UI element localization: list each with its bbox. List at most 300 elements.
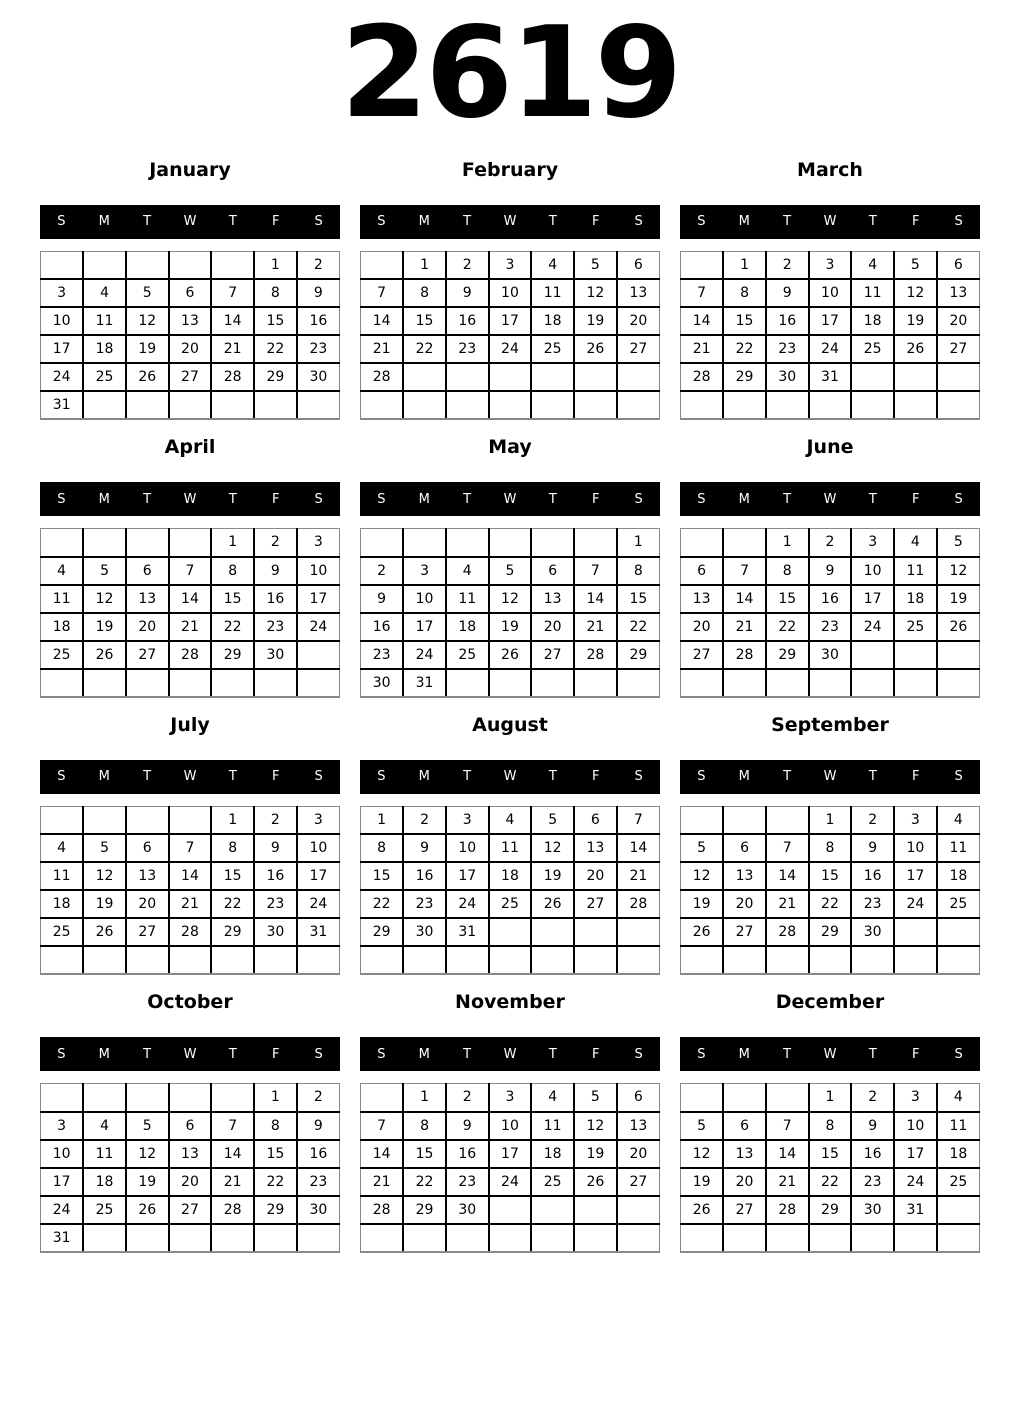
day-cell: 29 — [809, 918, 852, 946]
week-row — [681, 918, 980, 946]
day-cell: 11 — [489, 834, 532, 862]
day-cell: 2 — [809, 529, 852, 557]
day-cell: 26 — [489, 641, 532, 669]
month-july — [40, 714, 340, 976]
empty-day-cell — [446, 669, 489, 697]
empty-day-cell — [489, 529, 532, 557]
day-cell: 3 — [41, 279, 84, 307]
day-cell: 6 — [937, 251, 980, 279]
week-row — [41, 1140, 340, 1168]
day-cell: 22 — [809, 1168, 852, 1196]
weekday-label: F — [271, 491, 280, 507]
empty-day-cell — [681, 669, 724, 697]
day-cell: 28 — [574, 641, 617, 669]
day-cell: 27 — [937, 335, 980, 363]
day-cell: 28 — [723, 641, 766, 669]
empty-day-cell — [403, 1224, 446, 1252]
month-day-grid — [680, 806, 980, 976]
day-cell: 16 — [851, 862, 894, 890]
empty-day-cell — [766, 1224, 809, 1252]
day-cell: 21 — [766, 1168, 809, 1196]
empty-day-cell — [617, 1196, 660, 1224]
day-cell: 13 — [126, 585, 169, 613]
day-cell: 24 — [297, 890, 340, 918]
day-cell: 14 — [574, 585, 617, 613]
week-row — [681, 641, 980, 669]
weekday-label: W — [503, 214, 517, 230]
empty-day-cell — [126, 1084, 169, 1112]
day-cell: 23 — [446, 335, 489, 363]
empty-day-cell — [211, 669, 254, 697]
day-cell: 28 — [169, 641, 212, 669]
empty-day-cell — [169, 669, 212, 697]
weekday-label: F — [911, 491, 920, 507]
day-cell: 3 — [894, 806, 937, 834]
empty-day-cell — [766, 806, 809, 834]
month-day-grid — [680, 528, 980, 698]
day-cell: 16 — [361, 613, 404, 641]
month-april — [40, 436, 340, 698]
empty-day-cell — [809, 669, 852, 697]
empty-day-cell — [766, 391, 809, 419]
day-cell: 18 — [531, 1140, 574, 1168]
empty-day-cell — [361, 529, 404, 557]
day-cell: 27 — [169, 363, 212, 391]
day-cell: 5 — [937, 529, 980, 557]
month-title: August — [472, 713, 548, 736]
week-row — [361, 918, 660, 946]
day-cell: 9 — [297, 279, 340, 307]
day-cell: 14 — [211, 307, 254, 335]
week-row — [361, 251, 660, 279]
week-row — [361, 834, 660, 862]
empty-day-cell — [574, 918, 617, 946]
month-title: June — [806, 436, 854, 459]
day-cell: 31 — [41, 391, 84, 419]
week-row — [681, 1140, 980, 1168]
day-cell: 3 — [41, 1112, 84, 1140]
day-cell: 8 — [809, 834, 852, 862]
day-cell: 3 — [297, 806, 340, 834]
day-cell: 4 — [531, 251, 574, 279]
day-cell: 7 — [617, 806, 660, 834]
week-row — [41, 890, 340, 918]
day-cell: 16 — [254, 585, 297, 613]
weekday-label: W — [183, 214, 197, 230]
day-cell: 21 — [723, 613, 766, 641]
week-row — [681, 1196, 980, 1224]
month-day-grid — [40, 251, 340, 421]
day-cell: 18 — [446, 613, 489, 641]
day-cell: 3 — [446, 806, 489, 834]
day-cell: 19 — [83, 890, 126, 918]
weekday-header-row — [680, 1037, 980, 1071]
empty-day-cell — [361, 1084, 404, 1112]
day-cell: 22 — [809, 890, 852, 918]
empty-day-cell — [937, 918, 980, 946]
month-june — [680, 436, 980, 698]
day-cell: 30 — [446, 1196, 489, 1224]
empty-day-cell — [169, 946, 212, 974]
week-row — [41, 1112, 340, 1140]
day-cell: 19 — [489, 613, 532, 641]
week-row — [361, 1140, 660, 1168]
weekday-label: W — [823, 491, 837, 507]
day-cell: 16 — [403, 862, 446, 890]
weekday-label: T — [868, 491, 877, 507]
day-cell: 13 — [681, 585, 724, 613]
day-cell: 4 — [531, 1084, 574, 1112]
day-cell: 9 — [403, 834, 446, 862]
day-cell: 29 — [361, 918, 404, 946]
weekday-label: S — [57, 214, 66, 230]
day-cell: 17 — [894, 1140, 937, 1168]
week-row — [41, 363, 340, 391]
day-cell: 11 — [83, 307, 126, 335]
empty-day-cell — [446, 1224, 489, 1252]
day-cell: 10 — [851, 557, 894, 585]
day-cell: 12 — [83, 585, 126, 613]
day-cell: 1 — [617, 529, 660, 557]
day-cell: 6 — [574, 806, 617, 834]
week-row — [41, 669, 340, 697]
day-cell: 21 — [169, 613, 212, 641]
empty-day-cell — [126, 806, 169, 834]
day-cell: 11 — [41, 862, 84, 890]
empty-day-cell — [809, 946, 852, 974]
day-cell: 16 — [851, 1140, 894, 1168]
day-cell: 7 — [211, 1112, 254, 1140]
empty-day-cell — [531, 363, 574, 391]
month-day-grid — [360, 251, 660, 421]
day-cell: 13 — [617, 279, 660, 307]
weekday-label: M — [418, 769, 430, 785]
day-cell: 17 — [297, 585, 340, 613]
weekday-header-row — [360, 760, 660, 794]
day-cell: 11 — [41, 585, 84, 613]
day-cell: 7 — [169, 834, 212, 862]
day-cell: 6 — [169, 279, 212, 307]
weekday-header-row — [360, 205, 660, 239]
empty-day-cell — [361, 391, 404, 419]
day-cell: 29 — [211, 918, 254, 946]
day-cell: 13 — [617, 1112, 660, 1140]
empty-day-cell — [851, 946, 894, 974]
week-row — [41, 307, 340, 335]
day-cell: 18 — [83, 1168, 126, 1196]
empty-day-cell — [894, 363, 937, 391]
empty-day-cell — [254, 946, 297, 974]
empty-day-cell — [851, 641, 894, 669]
empty-day-cell — [254, 669, 297, 697]
day-cell: 17 — [41, 335, 84, 363]
empty-day-cell — [894, 391, 937, 419]
empty-day-cell — [617, 363, 660, 391]
week-row — [681, 391, 980, 419]
empty-day-cell — [126, 1224, 169, 1252]
empty-day-cell — [446, 391, 489, 419]
empty-day-cell — [681, 251, 724, 279]
week-row — [41, 1084, 340, 1112]
weekday-label: T — [463, 491, 472, 507]
month-day-grid — [360, 806, 660, 976]
day-cell: 19 — [681, 890, 724, 918]
empty-day-cell — [361, 1224, 404, 1252]
weekday-label: M — [98, 769, 110, 785]
day-cell: 23 — [851, 890, 894, 918]
empty-day-cell — [531, 529, 574, 557]
day-cell: 10 — [809, 279, 852, 307]
day-cell: 7 — [361, 279, 404, 307]
day-cell: 5 — [83, 557, 126, 585]
day-cell: 8 — [809, 1112, 852, 1140]
day-cell: 11 — [937, 834, 980, 862]
weekday-label: W — [183, 769, 197, 785]
day-cell: 16 — [254, 862, 297, 890]
empty-day-cell — [41, 251, 84, 279]
day-cell: 30 — [809, 641, 852, 669]
month-march — [680, 159, 980, 421]
day-cell: 30 — [254, 918, 297, 946]
empty-day-cell — [937, 641, 980, 669]
week-row — [41, 585, 340, 613]
day-cell: 10 — [41, 1140, 84, 1168]
day-cell: 5 — [681, 834, 724, 862]
day-cell: 20 — [126, 890, 169, 918]
week-row — [681, 1112, 980, 1140]
day-cell: 30 — [766, 363, 809, 391]
empty-day-cell — [41, 806, 84, 834]
empty-day-cell — [403, 363, 446, 391]
day-cell: 3 — [489, 251, 532, 279]
day-cell: 25 — [41, 641, 84, 669]
day-cell: 7 — [361, 1112, 404, 1140]
day-cell: 15 — [766, 585, 809, 613]
weekday-label: T — [228, 769, 237, 785]
day-cell: 30 — [297, 1196, 340, 1224]
day-cell: 28 — [211, 1196, 254, 1224]
day-cell: 29 — [617, 641, 660, 669]
month-may — [360, 436, 660, 698]
month-day-grid — [40, 806, 340, 976]
day-cell: 31 — [894, 1196, 937, 1224]
day-cell: 11 — [894, 557, 937, 585]
day-cell: 1 — [254, 1084, 297, 1112]
empty-day-cell — [83, 1224, 126, 1252]
empty-day-cell — [211, 946, 254, 974]
day-cell: 2 — [446, 1084, 489, 1112]
weekday-label: S — [954, 1046, 963, 1062]
day-cell: 19 — [681, 1168, 724, 1196]
day-cell: 4 — [83, 1112, 126, 1140]
week-row — [41, 806, 340, 834]
week-row — [361, 1084, 660, 1112]
empty-day-cell — [254, 391, 297, 419]
day-cell: 24 — [851, 613, 894, 641]
weekday-label: S — [634, 491, 643, 507]
day-cell: 3 — [894, 1084, 937, 1112]
empty-day-cell — [169, 1084, 212, 1112]
empty-day-cell — [126, 391, 169, 419]
empty-day-cell — [617, 918, 660, 946]
day-cell: 20 — [937, 307, 980, 335]
empty-day-cell — [83, 946, 126, 974]
weekday-label: S — [314, 1046, 323, 1062]
weekday-label: S — [634, 1046, 643, 1062]
day-cell: 22 — [361, 890, 404, 918]
week-row — [41, 1168, 340, 1196]
empty-day-cell — [297, 1224, 340, 1252]
day-cell: 15 — [403, 307, 446, 335]
day-cell: 14 — [169, 862, 212, 890]
empty-day-cell — [574, 529, 617, 557]
day-cell: 4 — [851, 251, 894, 279]
day-cell: 13 — [531, 585, 574, 613]
day-cell: 13 — [126, 862, 169, 890]
day-cell: 20 — [169, 1168, 212, 1196]
day-cell: 29 — [211, 641, 254, 669]
day-cell: 9 — [446, 1112, 489, 1140]
day-cell: 17 — [489, 307, 532, 335]
day-cell: 2 — [297, 251, 340, 279]
day-cell: 6 — [531, 557, 574, 585]
day-cell: 25 — [531, 1168, 574, 1196]
month-day-grid — [360, 1083, 660, 1253]
day-cell: 13 — [169, 1140, 212, 1168]
day-cell: 25 — [937, 890, 980, 918]
day-cell: 7 — [766, 1112, 809, 1140]
day-cell: 24 — [297, 613, 340, 641]
empty-day-cell — [617, 669, 660, 697]
day-cell: 27 — [617, 335, 660, 363]
day-cell: 25 — [937, 1168, 980, 1196]
weekday-label: T — [463, 214, 472, 230]
day-cell: 10 — [403, 585, 446, 613]
weekday-label: T — [783, 491, 792, 507]
day-cell: 19 — [937, 585, 980, 613]
day-cell: 26 — [531, 890, 574, 918]
day-cell: 5 — [126, 279, 169, 307]
empty-day-cell — [681, 946, 724, 974]
day-cell: 1 — [403, 251, 446, 279]
month-title: February — [461, 158, 559, 181]
day-cell: 26 — [574, 335, 617, 363]
day-cell: 31 — [446, 918, 489, 946]
empty-day-cell — [894, 918, 937, 946]
week-row — [361, 335, 660, 363]
empty-day-cell — [169, 251, 212, 279]
week-row — [681, 557, 980, 585]
weekday-label: S — [314, 769, 323, 785]
empty-day-cell — [574, 1224, 617, 1252]
day-cell: 14 — [766, 862, 809, 890]
empty-day-cell — [297, 669, 340, 697]
week-row — [681, 890, 980, 918]
empty-day-cell — [446, 946, 489, 974]
week-row — [361, 529, 660, 557]
month-december — [680, 991, 980, 1253]
weekday-label: T — [868, 1046, 877, 1062]
day-cell: 19 — [574, 1140, 617, 1168]
week-row — [41, 557, 340, 585]
week-row — [41, 529, 340, 557]
day-cell: 24 — [809, 335, 852, 363]
weekday-label: F — [591, 769, 600, 785]
day-cell: 4 — [83, 279, 126, 307]
weekday-label: S — [314, 214, 323, 230]
week-row — [41, 834, 340, 862]
day-cell: 21 — [211, 1168, 254, 1196]
weekday-label: T — [783, 214, 792, 230]
week-row — [681, 862, 980, 890]
day-cell: 31 — [403, 669, 446, 697]
day-cell: 10 — [41, 307, 84, 335]
day-cell: 19 — [126, 1168, 169, 1196]
day-cell: 26 — [894, 335, 937, 363]
weekday-label: T — [228, 1046, 237, 1062]
month-title: April — [164, 436, 216, 459]
day-cell: 4 — [937, 1084, 980, 1112]
day-cell: 17 — [297, 862, 340, 890]
empty-day-cell — [83, 529, 126, 557]
day-cell: 25 — [894, 613, 937, 641]
day-cell: 13 — [937, 279, 980, 307]
day-cell: 25 — [531, 335, 574, 363]
week-row — [681, 363, 980, 391]
empty-day-cell — [489, 669, 532, 697]
day-cell: 20 — [681, 613, 724, 641]
day-cell: 5 — [574, 251, 617, 279]
day-cell: 30 — [361, 669, 404, 697]
weekday-label: F — [591, 491, 600, 507]
day-cell: 21 — [617, 862, 660, 890]
empty-day-cell — [41, 946, 84, 974]
day-cell: 16 — [297, 307, 340, 335]
day-cell: 1 — [211, 806, 254, 834]
day-cell: 5 — [489, 557, 532, 585]
day-cell: 13 — [723, 862, 766, 890]
day-cell: 1 — [211, 529, 254, 557]
week-row — [361, 613, 660, 641]
empty-day-cell — [361, 946, 404, 974]
day-cell: 7 — [681, 279, 724, 307]
day-cell: 17 — [446, 862, 489, 890]
day-cell: 27 — [723, 918, 766, 946]
weekday-header-row — [40, 1037, 340, 1071]
day-cell: 30 — [254, 641, 297, 669]
day-cell: 15 — [254, 307, 297, 335]
day-cell: 1 — [766, 529, 809, 557]
weekday-label: M — [98, 1046, 110, 1062]
month-title: January — [149, 158, 231, 181]
weekday-label: M — [98, 214, 110, 230]
day-cell: 20 — [169, 335, 212, 363]
weekday-label: S — [377, 214, 386, 230]
empty-day-cell — [617, 391, 660, 419]
day-cell: 20 — [723, 890, 766, 918]
day-cell: 12 — [83, 862, 126, 890]
day-cell: 25 — [446, 641, 489, 669]
week-row — [41, 918, 340, 946]
day-cell: 3 — [851, 529, 894, 557]
empty-day-cell — [403, 946, 446, 974]
month-january — [40, 159, 340, 421]
day-cell: 15 — [617, 585, 660, 613]
week-row — [361, 557, 660, 585]
weekday-label: T — [463, 769, 472, 785]
day-cell: 10 — [297, 834, 340, 862]
day-cell: 4 — [41, 557, 84, 585]
